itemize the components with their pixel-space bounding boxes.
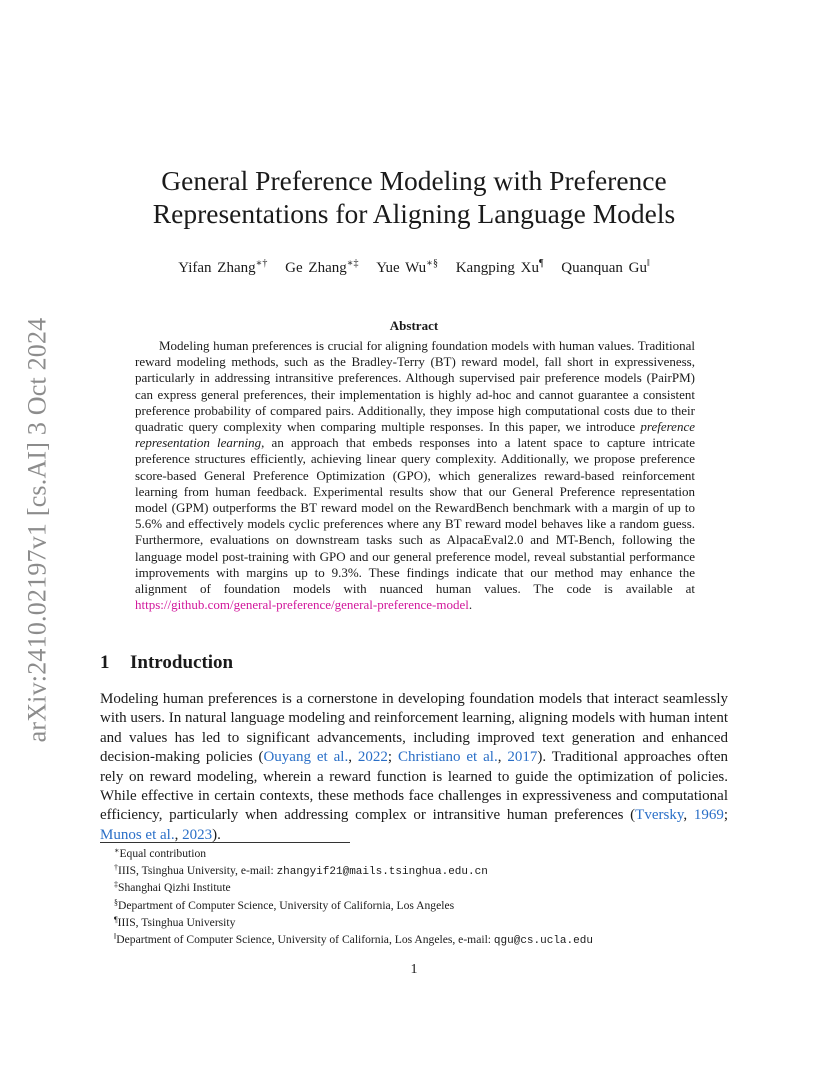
intro-text: , bbox=[683, 807, 694, 824]
introduction-paragraph bbox=[100, 690, 728, 845]
citation-link[interactable]: Tversky bbox=[635, 807, 684, 824]
arxiv-identifier-text: arXiv:2410.02197v1 [cs.AI] 3 Oct 2024 bbox=[22, 317, 51, 743]
citation-link[interactable]: Munos et al. bbox=[100, 826, 175, 843]
footnote bbox=[114, 880, 734, 897]
author bbox=[561, 260, 650, 276]
author-name: Quanquan Gu bbox=[561, 260, 647, 276]
intro-text: , bbox=[174, 826, 183, 843]
paper-title-line-2: Representations for Aligning Language Models bbox=[152, 198, 676, 229]
code-repository-link[interactable]: https://github.com/general-preference/general-preference-model bbox=[135, 597, 469, 613]
abstract-text: . bbox=[468, 597, 473, 613]
abstract-heading: Abstract bbox=[389, 318, 439, 333]
footnotes bbox=[114, 846, 734, 949]
author bbox=[376, 260, 438, 276]
footnote bbox=[114, 898, 734, 915]
author-name: Yue Wu bbox=[376, 260, 427, 276]
author bbox=[456, 260, 544, 276]
introduction-body bbox=[100, 690, 728, 845]
footnote-text: Department of Computer Science, University of California, Los Angeles, e-mail: bbox=[116, 933, 494, 947]
author-marks: ∗§ bbox=[426, 258, 438, 269]
abstract-text: Modeling human preferences is crucial for aligning foundation models with human values. Traditional reward modeling methods, such as the Bradley-Terry (BT) reward model, fall short in expressiveness, particularly in addressing intransitive preferences. Although supervised pair preference models (PairPM) can express general preferences, their implementation is highly ad-hoc and cannot guarantee a consistent preference probability of compared pairs. Additionally, they impose high computational costs due to their quadratic query complexity when comparing multiple responses. In this paper, we introduce bbox=[135, 338, 695, 435]
paper-title bbox=[100, 164, 728, 230]
footnote-mark: § bbox=[114, 897, 118, 907]
footnote-email: qgu@cs.ucla.edu bbox=[493, 935, 593, 948]
intro-text: ; bbox=[723, 807, 728, 824]
author bbox=[178, 260, 267, 276]
author-list bbox=[100, 258, 728, 278]
paper-title-line-1: General Preference Modeling with Preference bbox=[161, 165, 667, 196]
author-marks: ¶ bbox=[538, 258, 544, 269]
footnote-mark: † bbox=[114, 863, 118, 873]
citation-link[interactable]: 2022 bbox=[357, 749, 388, 766]
intro-text: , bbox=[348, 749, 358, 766]
citation-link[interactable]: Ouyang et al. bbox=[263, 749, 349, 766]
footnote-text: IIIS, Tsinghua University, e-mail: bbox=[118, 864, 277, 878]
author bbox=[285, 260, 358, 276]
citation-link[interactable]: 2023 bbox=[182, 826, 213, 843]
footnote-divider bbox=[100, 842, 350, 843]
footnote-text: Shanghai Qizhi Institute bbox=[118, 881, 231, 895]
abstract-emphasis: preference representation learning bbox=[135, 419, 695, 451]
footnote-mark: ∗ bbox=[114, 846, 120, 855]
intro-text: , bbox=[497, 749, 508, 766]
footnote-text: Equal contribution bbox=[119, 847, 207, 860]
footnote bbox=[114, 932, 734, 949]
section-title: Introduction bbox=[130, 652, 234, 673]
page-number: 1 bbox=[410, 962, 418, 977]
abstract-text: , an approach that embeds responses into a latent space to capture intricate preference structures efficiently, achieving linear query complexity. Additionally, we propose preference score-based General Preference Optimization (GPO), which generalizes reward-based reinforcement learning from human feedback. Experimental results show that our General Preference representation model (GPM) outperforms the BT reward model on the RewardBench benchmark with a margin of up to 5.6% and effectively models cyclic preferences where any BT reward model behaves like a random guess. Furthermore, evaluations on downstream tasks such as AlpacaEval2.0 and MT-Bench, following the language model post-training with GPO and our general preference model, reveal substantial performance improvements with margins up to 9.3%. These findings indicate that our method may enhance the alignment of foundation models with nuanced human values. The code is available at bbox=[135, 435, 695, 597]
arxiv-identifier bbox=[20, 300, 54, 760]
section-heading-introduction bbox=[100, 652, 233, 674]
footnote-email: zhangyif21@mails.tsinghua.edu.cn bbox=[276, 866, 488, 879]
footnote-text: IIIS, Tsinghua University bbox=[117, 915, 236, 929]
footnote-mark: ¶ bbox=[114, 914, 118, 924]
citation-link[interactable]: 2017 bbox=[507, 749, 538, 766]
footnote bbox=[114, 915, 734, 932]
intro-text: ). Traditional approaches often rely on reward modeling, wherein a reward function is learned to guide the optimization of policies. While effective in certain contexts, these methods face challenges in expressiveness and computational efficiency, particularly when addressing complex or intransitive human preferences ( bbox=[100, 749, 729, 824]
author-marks: ∗† bbox=[255, 258, 268, 269]
intro-text: Modeling human preferences is a cornerstone in developing foundation models that interact seamlessly with users. In natural language modeling and reinforcement learning, aligning models with human intent and values has led to significant advancements, including improved text generation and enhanced decision-making policies ( bbox=[100, 691, 728, 766]
section-number: 1 bbox=[100, 652, 110, 673]
footnote-mark: ‖ bbox=[114, 932, 117, 942]
footnote-mark: ‡ bbox=[114, 880, 118, 890]
footnote-text: Department of Computer Science, University of California, Los Angeles bbox=[118, 898, 455, 912]
author-name: Kangping Xu bbox=[455, 260, 539, 276]
footnote bbox=[114, 863, 734, 880]
abstract-paragraph bbox=[135, 338, 695, 613]
citation-link[interactable]: 1969 bbox=[693, 807, 724, 824]
footnote bbox=[114, 846, 734, 863]
intro-text: ). bbox=[212, 826, 221, 843]
author-marks: ∗‡ bbox=[346, 258, 359, 269]
author-name: Ge Zhang bbox=[285, 260, 347, 276]
abstract-body bbox=[135, 338, 695, 613]
citation-link[interactable]: Christiano et al. bbox=[397, 749, 498, 766]
intro-text: ; bbox=[387, 749, 398, 766]
author-marks: ‖ bbox=[646, 258, 650, 269]
author-name: Yifan Zhang bbox=[178, 260, 256, 276]
